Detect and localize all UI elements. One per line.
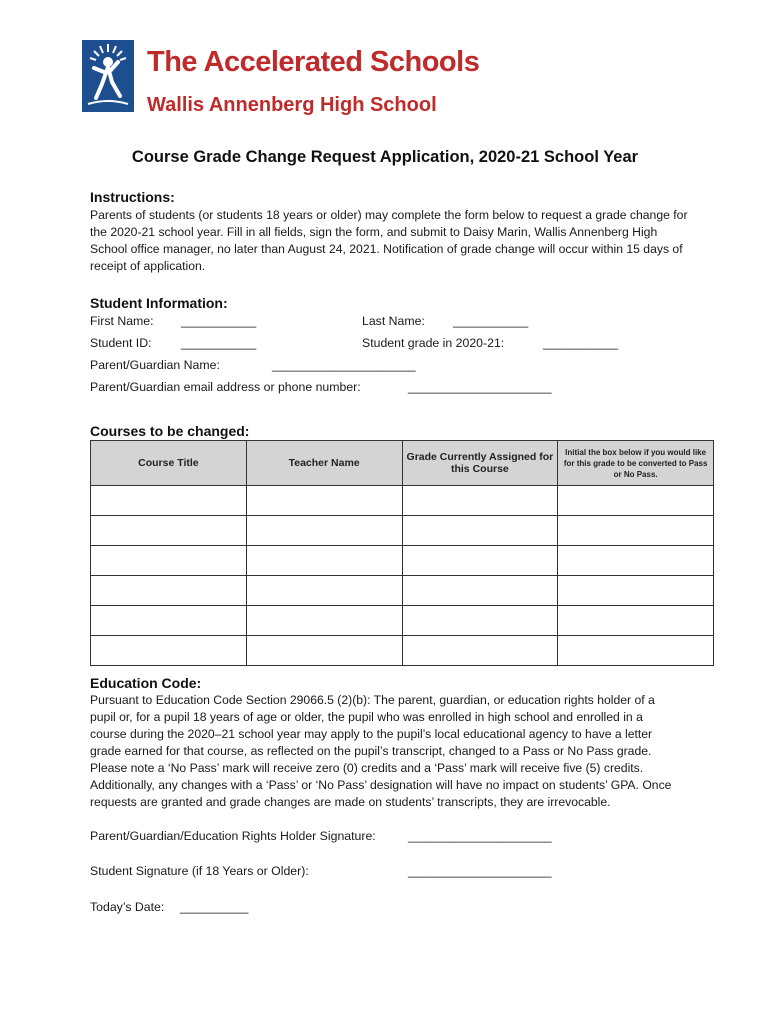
education-code-heading: Education Code: (90, 675, 202, 691)
course-title-header: Course Title (91, 441, 247, 486)
guardian-name-label: Parent/Guardian Name: (90, 358, 220, 372)
first-name-label: First Name: (90, 314, 154, 328)
torch-figure-logo-icon (82, 40, 134, 112)
teacher-name-cell[interactable] (246, 636, 402, 666)
education-code-text: Pursuant to Education Code Section 29066.5 (2)(b): The parent, guardian, or education rights holder of a pupil or, for a pupil 18 years of age or older, the pupil who was enrolled in high school and enrolled in a course during the 2020–21 school year may apply to the pupil’s local educational agency to have a letter grade earned for that course, as reflected on the pupil’s transcript, changed to a Pass or No Pass grade. Please note a ‘No Pass’ mark will receive zero (0) credits and a ‘Pass’ mark will receive five (5) credits. Additionally, any changes with a ‘Pass’ or ‘No Pass’ designation will have no impact on students’ GPA. Once requests are granted and grade changes are made on students’ transcripts, they are irrevocable. (90, 693, 672, 809)
last-name-field[interactable]: ___________ (453, 314, 529, 328)
student-grade-field[interactable]: ___________ (543, 336, 619, 350)
pass-no-pass-initial-cell[interactable] (558, 516, 714, 546)
course-row (91, 636, 714, 666)
guardian-contact-label: Parent/Guardian email address or phone number: (90, 380, 361, 394)
teacher-name-cell[interactable] (246, 516, 402, 546)
grade-assigned-cell[interactable] (402, 546, 558, 576)
student-grade-label: Student grade in 2020-21: (362, 336, 505, 350)
todays-date-label: Today’s Date: (90, 900, 165, 914)
pass-no-pass-initial-cell[interactable] (558, 486, 714, 516)
teacher-name-header: Teacher Name (246, 441, 402, 486)
guardian-signature-label: Parent/Guardian/Education Rights Holder Signature: (90, 829, 376, 843)
course-row (91, 486, 714, 516)
course-title-cell[interactable] (91, 636, 247, 666)
guardian-signature-field[interactable]: _____________________ (408, 829, 552, 843)
grade-assigned-cell[interactable] (402, 486, 558, 516)
course-title-cell[interactable] (91, 546, 247, 576)
last-name-label: Last Name: (362, 314, 425, 328)
pass-no-pass-initial-cell[interactable] (558, 546, 714, 576)
teacher-name-cell[interactable] (246, 546, 402, 576)
pass-no-pass-header: Initial the box below if you would like for this grade to be converted to Pass or No Pass. (558, 441, 714, 486)
grade-assigned-cell[interactable] (402, 516, 558, 546)
courses-header-row (91, 441, 714, 486)
pass-no-pass-initial-cell[interactable] (558, 606, 714, 636)
teacher-name-cell[interactable] (246, 606, 402, 636)
course-title-cell[interactable] (91, 576, 247, 606)
course-title-cell[interactable] (91, 516, 247, 546)
student-id-label: Student ID: (90, 336, 152, 350)
instructions-heading: Instructions: (90, 189, 175, 205)
teacher-name-cell[interactable] (246, 486, 402, 516)
course-row (91, 516, 714, 546)
course-row (91, 606, 714, 636)
grade-assigned-header: Grade Currently Assigned for this Course (402, 441, 558, 486)
first-name-field[interactable]: ___________ (181, 314, 257, 328)
teacher-name-cell[interactable] (246, 576, 402, 606)
todays-date-field[interactable]: __________ (180, 900, 249, 914)
form-title: Course Grade Change Request Application, 2020-21 School Year (131, 148, 639, 166)
course-row (91, 546, 714, 576)
course-title-cell[interactable] (91, 486, 247, 516)
pass-no-pass-initial-cell[interactable] (558, 636, 714, 666)
student-id-field[interactable]: ___________ (181, 336, 257, 350)
guardian-contact-field[interactable]: _____________________ (408, 380, 552, 394)
grade-assigned-cell[interactable] (402, 606, 558, 636)
pass-no-pass-initial-cell[interactable] (558, 576, 714, 606)
grade-assigned-cell[interactable] (402, 576, 558, 606)
school-name: The Accelerated Schools (147, 46, 480, 78)
instructions-text: Parents of students (or students 18 years or older) may complete the form below to request a grade change for the 2020-21 school year. Fill in all fields, sign the form, and submit to Daisy Marin, Wallis Annenberg High School office manager, no later than August 24, 2021. Notification of grade change will occur within 15 days of receipt of application. (90, 208, 688, 273)
course-row (91, 576, 714, 606)
student-signature-field[interactable]: _____________________ (408, 864, 552, 878)
courses-heading: Courses to be changed: (90, 423, 250, 439)
grade-assigned-cell[interactable] (402, 636, 558, 666)
guardian-name-field[interactable]: _____________________ (272, 358, 416, 372)
student-signature-label: Student Signature (if 18 Years or Older): (90, 864, 309, 878)
courses-table (90, 440, 714, 666)
course-title-cell[interactable] (91, 606, 247, 636)
student-info-heading: Student Information: (90, 295, 228, 311)
school-subtitle: Wallis Annenberg High School (147, 94, 437, 116)
